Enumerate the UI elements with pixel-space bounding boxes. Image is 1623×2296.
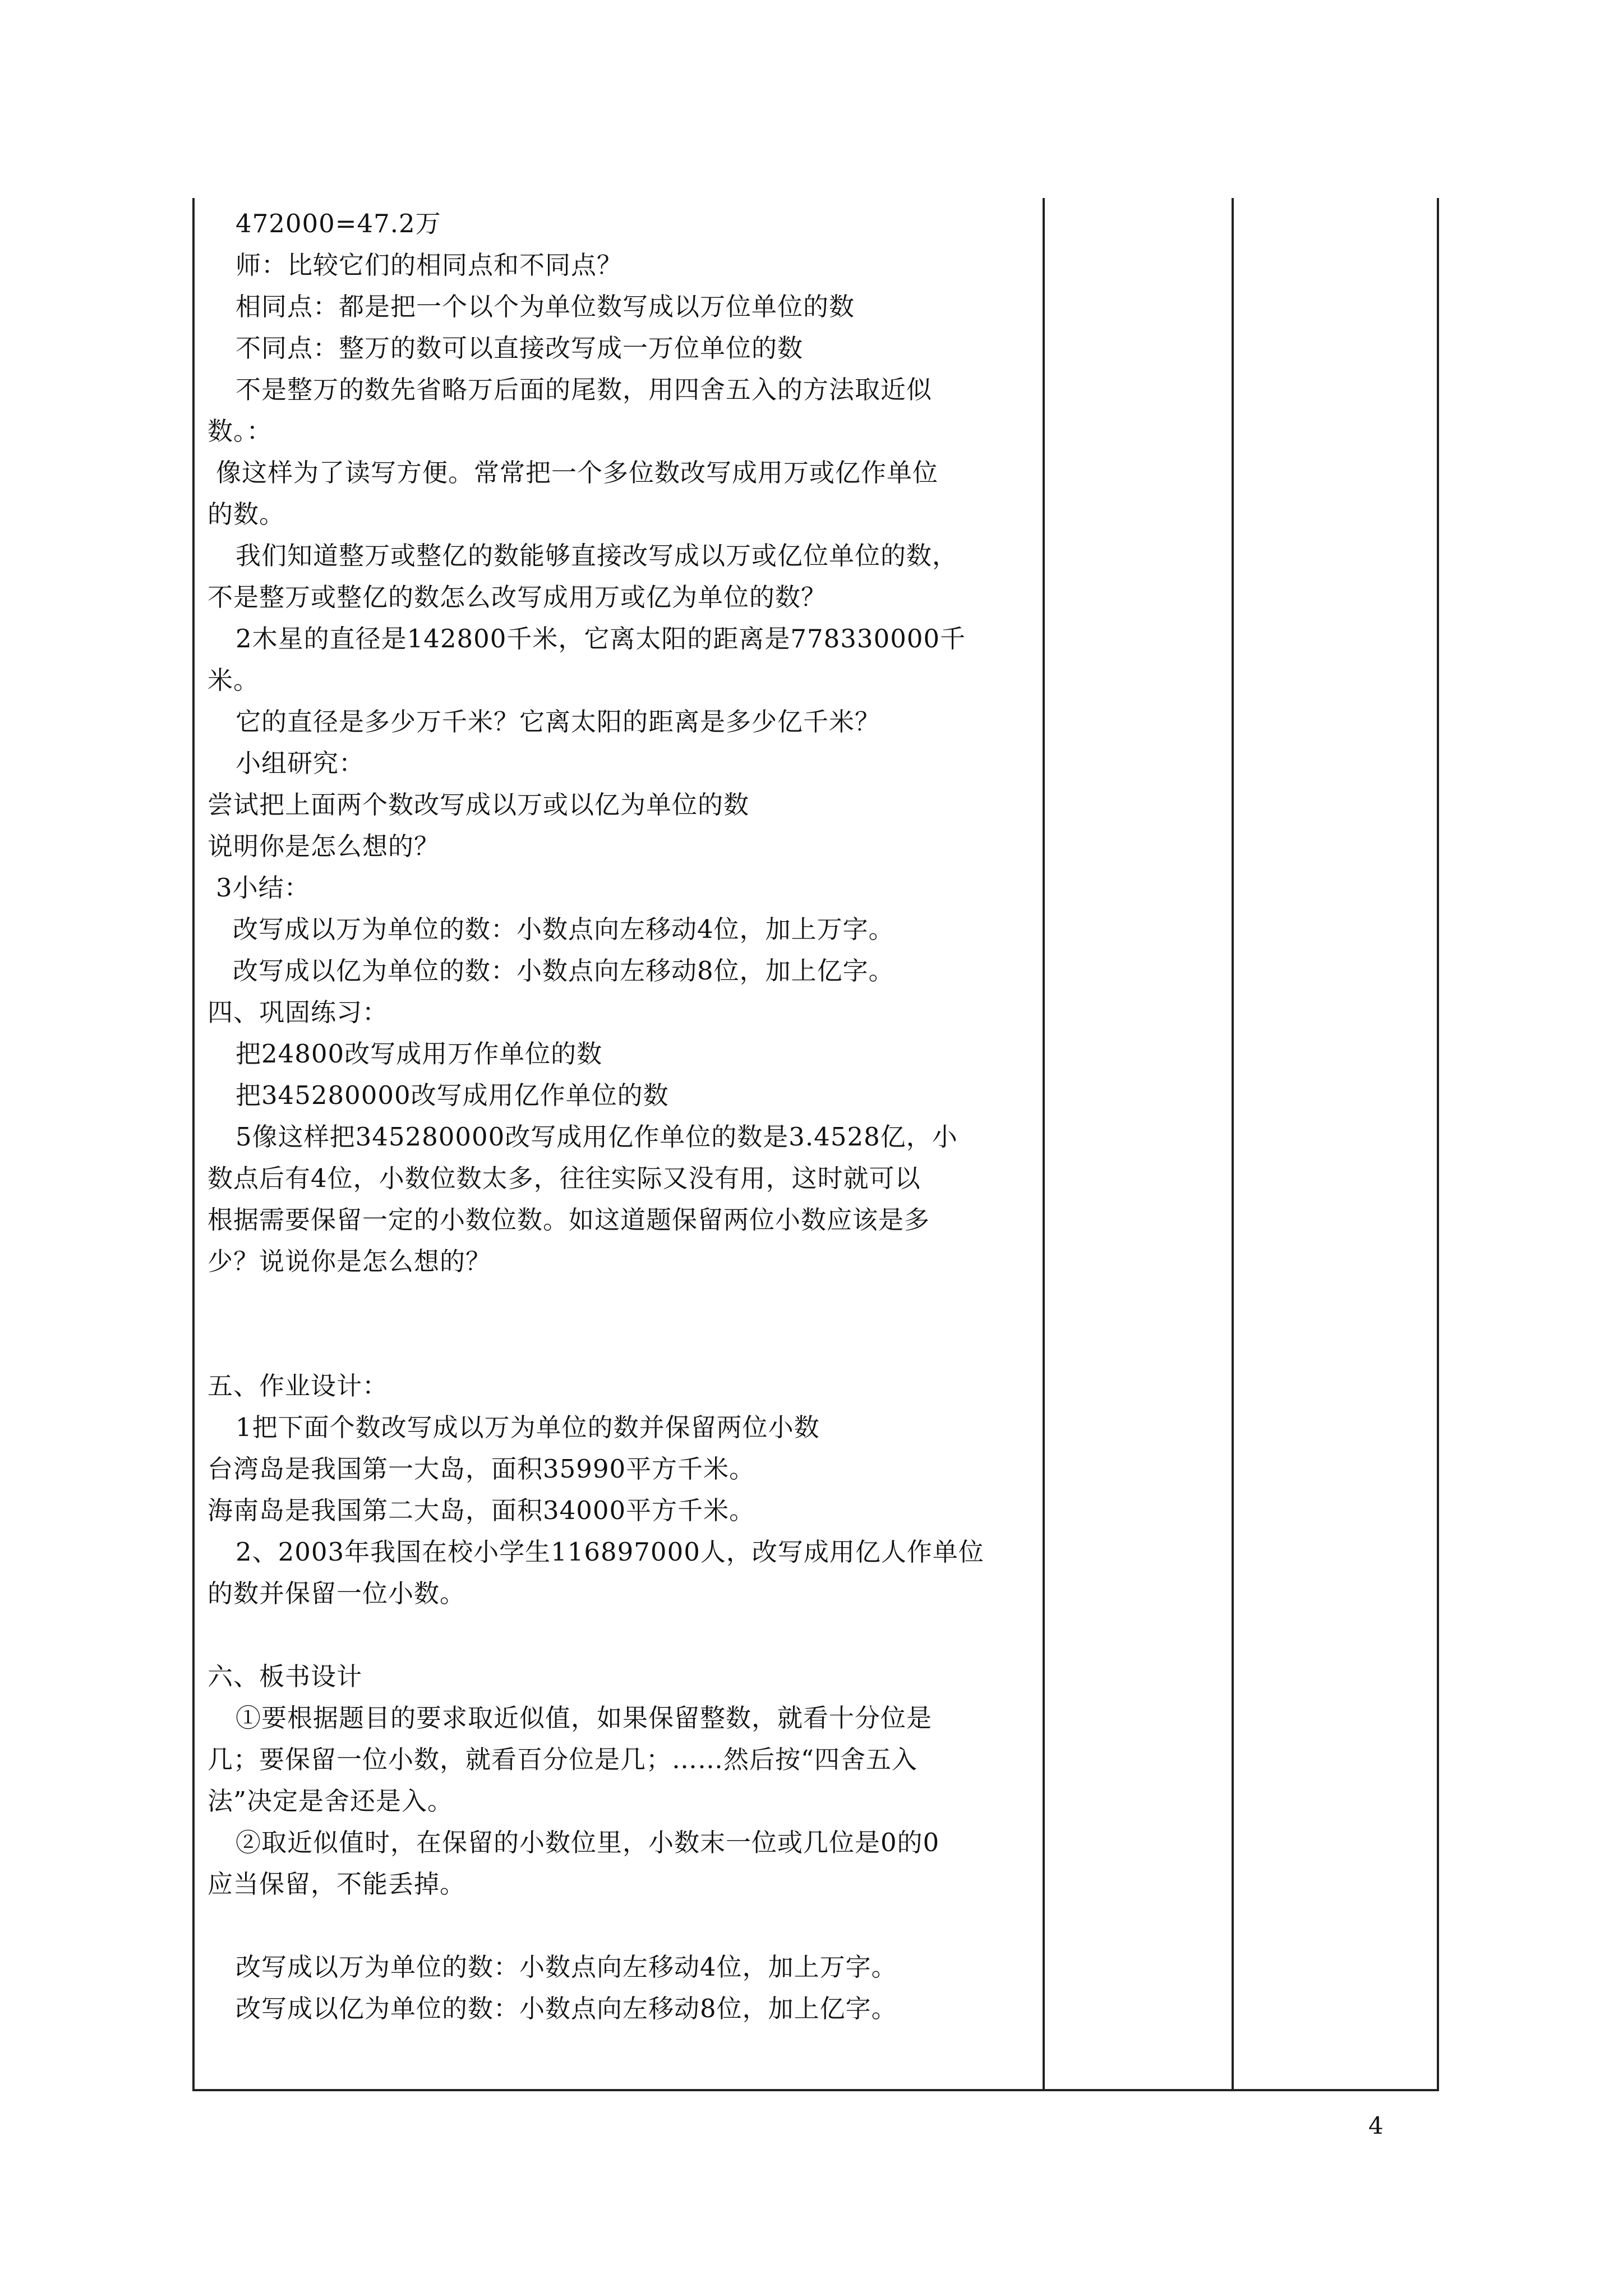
text-line: 应当保留，不能丢掉。 — [208, 1869, 466, 1899]
text-line: 不是整万的数先省略万后面的尾数，用四舍五入的方法取近似 — [236, 375, 933, 404]
text-line: ②取近似值时，在保留的小数位里，小数末一位或几位是0的0 — [236, 1828, 940, 1857]
text-line: 我们知道整万或整亿的数能够直接改写成以万或亿位单位的数， — [236, 541, 958, 570]
text-line: ①要根据题目的要求取近似值，如果保留整数，就看十分位是 — [236, 1703, 933, 1733]
text-line: 台湾岛是我国第一大岛，面积35990平方千米。 — [208, 1454, 755, 1484]
text-line: 数。： — [208, 416, 273, 446]
text-line: 472000=47.2万 — [236, 209, 441, 238]
text-line: 相同点：都是把一个以个为单位数写成以万位单位的数 — [236, 292, 855, 321]
text-line: 2木星的直径是142800千米，它离太阳的距离是778330000千 — [236, 624, 966, 654]
text-line: 小组研究： — [236, 748, 365, 778]
text-line: 六、板书设计 — [208, 1662, 363, 1691]
text-line: 数点后有4位，小数位数太多，往往实际又没有用，这时就可以 — [208, 1163, 921, 1193]
blank-gap — [208, 1905, 1032, 1947]
text-line: 少？说说你是怎么想的？ — [208, 1246, 492, 1276]
text-line: 改写成以亿为单位的数：小数点向左移动8位，加上亿字。 — [233, 956, 895, 986]
text-line: 五、作业设计： — [208, 1371, 389, 1401]
text-line: 不是整万或整亿的数怎么改写成用万或亿为单位的数？ — [208, 582, 827, 612]
page-number: 4 — [1368, 2112, 1384, 2139]
text-line: 5像这样把345280000改写成用亿作单位的数是3.4528亿，小 — [236, 1122, 958, 1152]
text-line: 1把下面个数改写成以万为单位的数并保留两位小数 — [236, 1412, 820, 1442]
text-line: 四、巩固练习： — [208, 997, 389, 1027]
text-line: 尝试把上面两个数改写成以万或以亿为单位的数 — [208, 790, 750, 820]
text-line: 2、2003年我国在校小学生116897000人，改写成用亿人作单位 — [236, 1537, 984, 1567]
text-line: 把24800改写成用万作单位的数 — [236, 1039, 603, 1069]
text-line: 法”决定是舍还是入。 — [208, 1786, 454, 1816]
text-line: 改写成以亿为单位的数：小数点向左移动8位，加上亿字。 — [236, 1994, 897, 2023]
column-divider-2 — [1232, 198, 1234, 2091]
text-line: 的数。 — [208, 499, 285, 529]
text-line: 不同点：整万的数可以直接改写成一万位单位的数 — [236, 333, 804, 363]
text-line: 米。 — [208, 665, 260, 695]
text-line: 说明你是怎么想的？ — [208, 831, 440, 861]
blank-gap — [208, 1282, 1032, 1365]
text-line: 把345280000改写成用亿作单位的数 — [236, 1080, 669, 1110]
text-line: 改写成以万为单位的数：小数点向左移动4位，加上万字。 — [236, 1952, 897, 1982]
column-divider-1 — [1043, 198, 1045, 2091]
lesson-content — [208, 203, 1032, 2030]
text-line: 像这样为了读写方便。常常把一个多位数改写成用万或亿作单位 — [216, 458, 939, 487]
text-line: 3小结： — [216, 873, 310, 903]
column-divider-3 — [1437, 198, 1439, 2091]
text-line: 海南岛是我国第二大岛，面积34000平方千米。 — [208, 1496, 755, 1525]
text-line: 改写成以万为单位的数：小数点向左移动4位，加上万字。 — [233, 914, 895, 944]
text-line: 师：比较它们的相同点和不同点？ — [236, 250, 623, 280]
text-line: 几；要保留一位小数，就看百分位是几；……然后按“四舍五入 — [208, 1745, 918, 1774]
text-line: 的数并保留一位小数。 — [208, 1579, 466, 1608]
text-line: 它的直径是多少万千米？它离太阳的距离是多少亿千米？ — [236, 707, 881, 737]
blank-gap — [208, 1614, 1032, 1656]
text-line: 根据需要保留一定的小数位数。如这道题保留两位小数应该是多 — [208, 1205, 930, 1235]
